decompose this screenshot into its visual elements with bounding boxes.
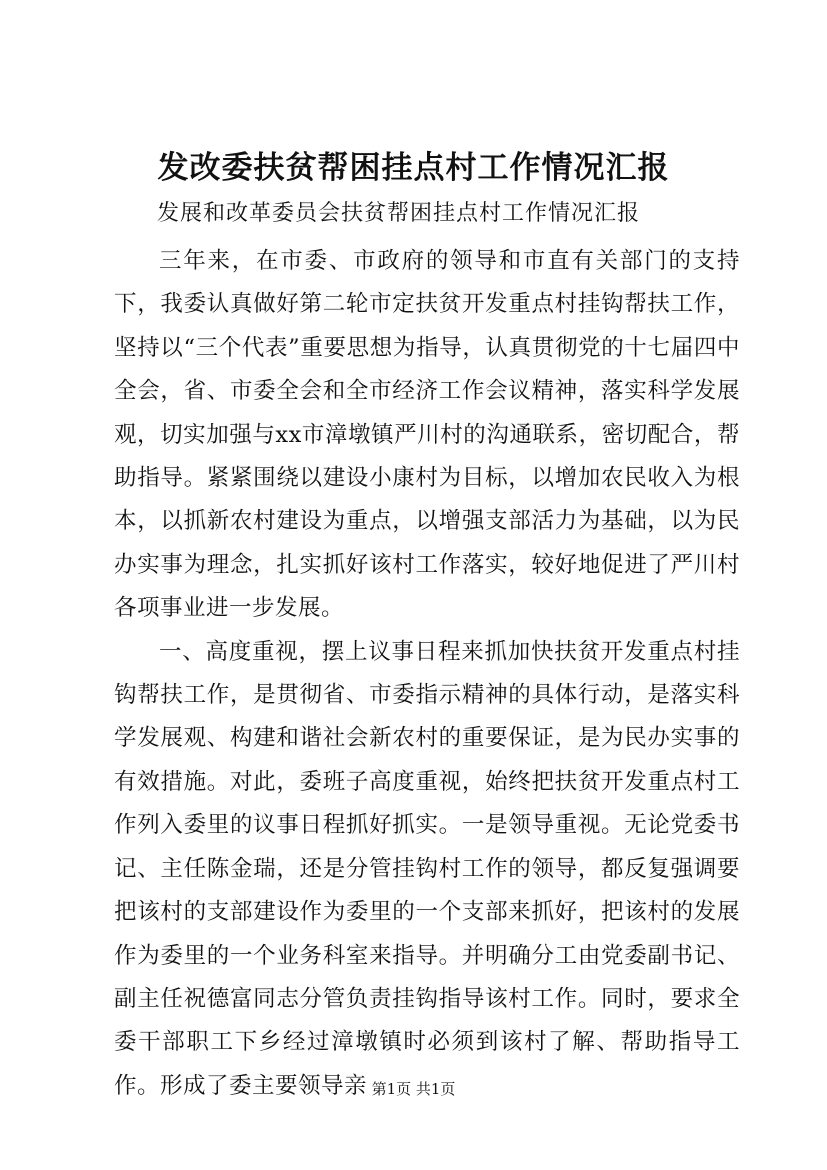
document-title: 发改委扶贫帮困挂点村工作情况汇报 [157,150,670,186]
document-subtitle: 发展和改革委员会扶贫帮困挂点村工作情况汇报 [157,201,641,226]
paragraph-section-1: 一、高度重视，摆上议事日程来抓加快扶贫开发重点村挂钩帮扶工作，是贯彻省、市委指示精神的具体行动，是落实科学发展观、构建和谐社会新农村的重要保证，是为民办实事的有效措施。对此，委班子高度重视，始终把扶贫开发重点村工作列入委里的议事日程抓好抓实。一是领导重视。无论党委书记、主任陈金瑞，还是分管挂钩村工作的领导，都反复强调要把该村的支部建设作为委里的一个支部来抓好，把该村的发展作为委里的一个业务科室来指导。并明确分工由党委副书记、副主任祝德富同志分管负责挂钩指导该村工作。同时，要求全委干部职工下乡经过漳墩镇时必须到该村了解、帮助指导工作。形成了委主要领导亲 [114,638,740,1099]
document-body [114,240,740,1108]
page-footer: 第1页 共1页 [371,1080,456,1098]
paragraph-intro: 三年来，在市委、市政府的领导和市直有关部门的支持下，我委认真做好第二轮市定扶贫开发重点村挂钩帮扶工作，坚持以“三个代表”重要思想为指导，认真贯彻党的十七届四中全会，省、市委全会和全市经济工作会议精神，落实科学发展观，切实加强与xx市漳墩镇严川村的沟通联系，密切配合，帮助指导。紧紧围绕以建设小康村为目标，以增加农民收入为根本，以抓新农村建设为重点，以增强支部活力为基础，以为民办实事为理念，扎实抓好该村工作落实，较好地促进了严川村各项事业进一步发展。 [114,248,740,622]
